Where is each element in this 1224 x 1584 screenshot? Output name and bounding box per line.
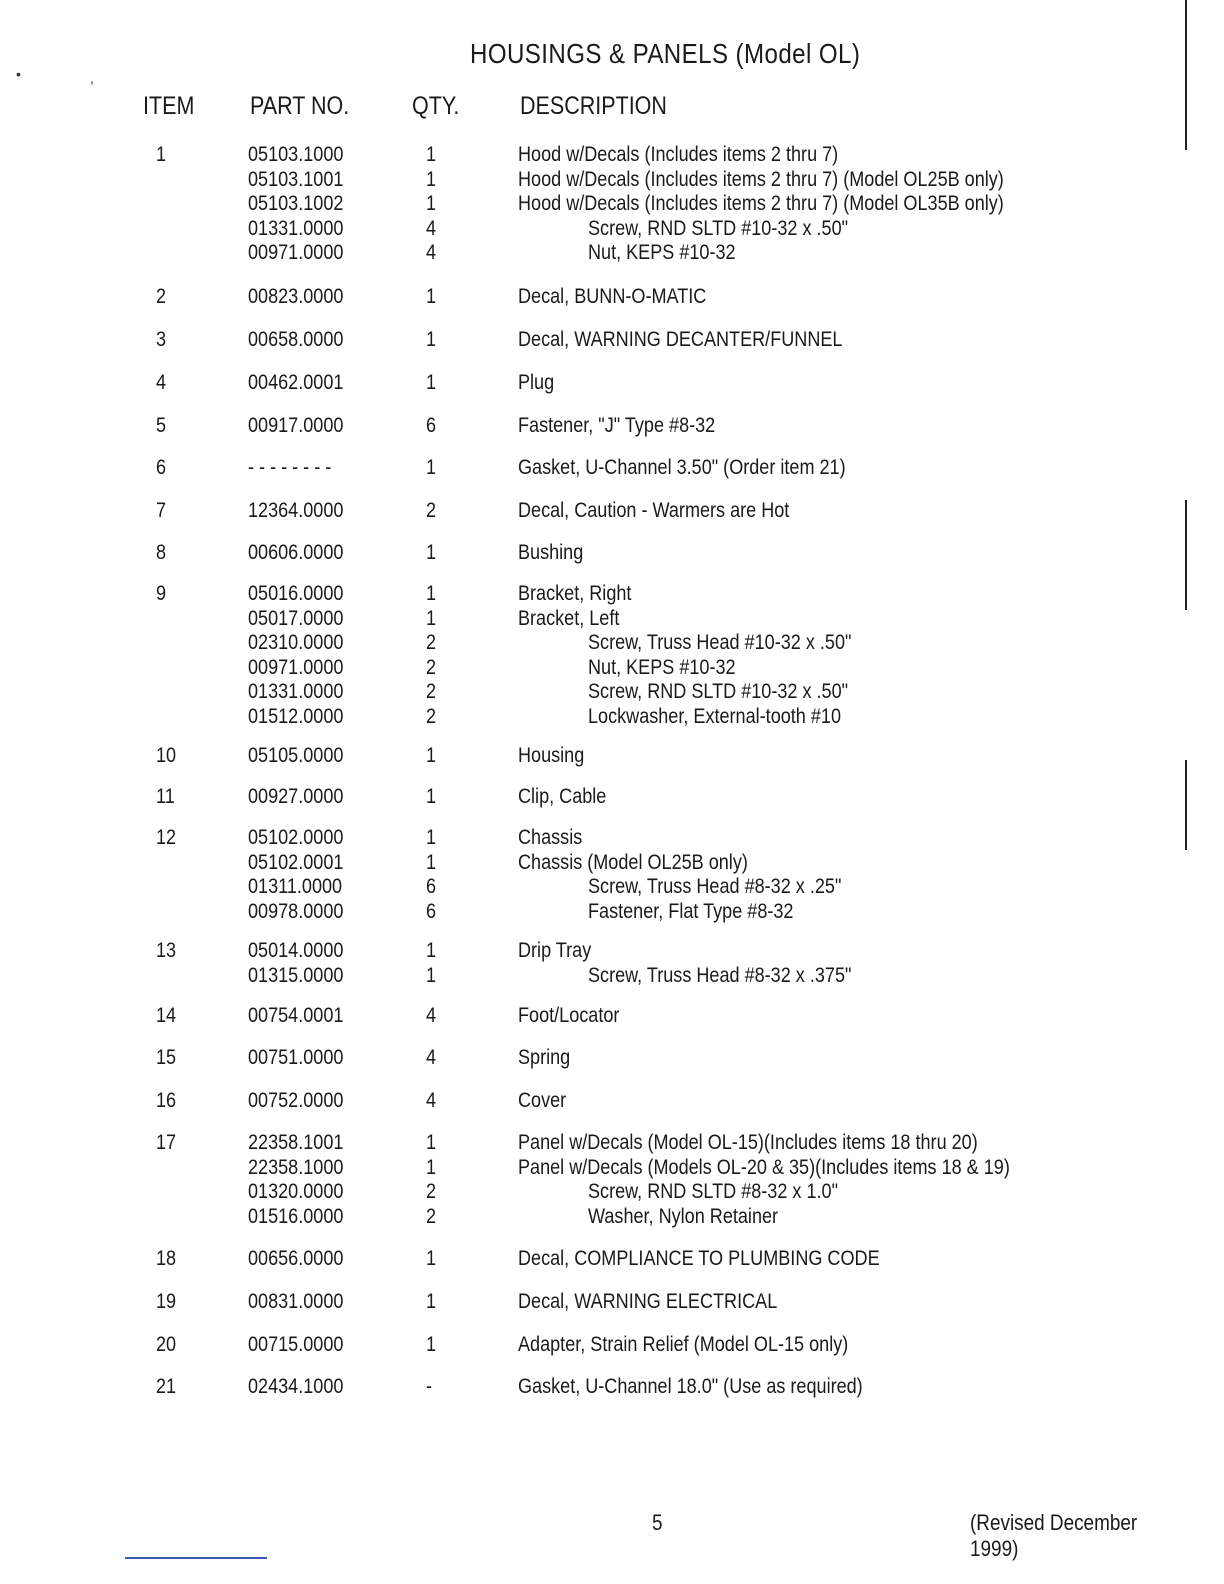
scan-speck: •: [16, 66, 21, 82]
table-line: [0, 939, 1224, 964]
item-number: 11: [156, 785, 175, 808]
item-number: 1: [156, 143, 167, 166]
part-number: 00462.0001: [248, 371, 344, 394]
description: Bracket, Right: [518, 582, 632, 605]
scan-edge-line: [125, 1557, 267, 1559]
table-line: [0, 900, 1224, 925]
quantity: 1: [426, 1247, 437, 1270]
page-title: HOUSINGS & PANELS (Model OL): [470, 38, 861, 69]
table-line: [0, 744, 1224, 769]
item-number: 8: [156, 541, 167, 564]
description: Fastener, "J" Type #8-32: [518, 414, 716, 437]
table-row: [0, 328, 1224, 353]
description: Lockwasher, External-tooth #10: [588, 704, 842, 728]
description: Gasket, U-Channel 3.50" (Order item 21): [518, 456, 846, 479]
part-number: 01516.0000: [248, 1204, 344, 1228]
quantity: 1: [426, 1131, 437, 1154]
part-number: 05103.1002: [248, 192, 344, 215]
table-line: [0, 192, 1224, 217]
table-line: [0, 217, 1224, 242]
description: Fastener, Flat Type #8-32: [588, 899, 794, 923]
description: Decal, Caution - Warmers are Hot: [518, 499, 790, 522]
part-number: 05103.1001: [248, 167, 344, 191]
quantity: 1: [426, 744, 437, 767]
quantity: 1: [426, 1290, 437, 1313]
table-line: [0, 499, 1224, 524]
table-row: [0, 1089, 1224, 1114]
part-number: 00927.0000: [248, 785, 344, 808]
scan-edge-line: [1185, 500, 1187, 610]
table-line: [0, 631, 1224, 656]
table-row: [0, 143, 1224, 266]
part-number: 12364.0000: [248, 499, 344, 522]
quantity: 1: [426, 328, 437, 351]
table-line: [0, 541, 1224, 566]
table-line: [0, 656, 1224, 681]
table-line: [0, 875, 1224, 900]
description: Decal, COMPLIANCE TO PLUMBING CODE: [518, 1247, 880, 1270]
item-number: 20: [156, 1333, 177, 1356]
part-number: 00715.0000: [248, 1333, 344, 1356]
table-row: [0, 1290, 1224, 1315]
part-number: 00971.0000: [248, 241, 344, 264]
description: Screw, RND SLTD #10-32 x .50": [588, 680, 849, 703]
part-number: - - - - - - - -: [248, 456, 332, 479]
item-number: 3: [156, 328, 167, 351]
quantity: 1: [426, 371, 437, 394]
description: Cover: [518, 1089, 567, 1112]
description: Panel w/Decals (Models OL-20 & 35)(Includes items 18 & 19): [518, 1155, 1010, 1179]
table-row: [0, 785, 1224, 810]
table-line: [0, 1004, 1224, 1029]
table-row: [0, 371, 1224, 396]
table-line: [0, 285, 1224, 310]
table-line: [0, 1247, 1224, 1272]
table-line: [0, 964, 1224, 989]
quantity: 4: [426, 216, 437, 240]
part-number: 02434.1000: [248, 1375, 344, 1398]
quantity: 1: [426, 939, 437, 962]
item-number: 21: [156, 1375, 177, 1398]
description: Screw, RND SLTD #10-32 x .50": [588, 216, 849, 240]
description: Housing: [518, 744, 585, 767]
part-number: 00606.0000: [248, 541, 344, 564]
description: Hood w/Decals (Includes items 2 thru 7) (Model OL35B only): [518, 192, 1004, 215]
description: Decal, WARNING DECANTER/FUNNEL: [518, 328, 843, 351]
description: Decal, BUNN-O-MATIC: [518, 285, 707, 308]
header-item: ITEM: [143, 92, 195, 120]
description: Chassis (Model OL25B only): [518, 850, 748, 874]
quantity: -: [426, 1375, 433, 1398]
item-number: 18: [156, 1247, 177, 1270]
description: Washer, Nylon Retainer: [588, 1204, 779, 1228]
table-row: [0, 1046, 1224, 1071]
item-number: 2: [156, 285, 167, 308]
part-number: 00752.0000: [248, 1089, 344, 1112]
part-number: 00823.0000: [248, 285, 344, 308]
quantity: 2: [426, 704, 437, 728]
header-part-no: PART NO.: [250, 92, 350, 120]
description: Chassis: [518, 826, 583, 849]
item-number: 4: [156, 371, 167, 394]
part-number: 02310.0000: [248, 631, 344, 654]
description: Screw, Truss Head #8-32 x .25": [588, 875, 842, 898]
part-number: 05102.0000: [248, 826, 344, 849]
quantity: 1: [426, 963, 437, 987]
scan-speck: ,: [90, 70, 94, 86]
item-number: 12: [156, 826, 177, 849]
description: Adapter, Strain Relief (Model OL-15 only): [518, 1333, 849, 1356]
part-number: 01331.0000: [248, 216, 344, 240]
item-number: 17: [156, 1131, 177, 1154]
description: Screw, Truss Head #8-32 x .375": [588, 963, 852, 987]
table-row: [0, 582, 1224, 729]
description: Panel w/Decals (Model OL-15)(Includes items 18 thru 20): [518, 1131, 978, 1154]
table-line: [0, 143, 1224, 168]
quantity: 2: [426, 631, 437, 654]
quantity: 1: [426, 285, 437, 308]
item-number: 7: [156, 499, 167, 522]
table-line: [0, 1205, 1224, 1230]
table-line: [0, 851, 1224, 876]
part-number: 05017.0000: [248, 606, 344, 630]
quantity: 4: [426, 241, 437, 264]
part-number: 05102.0001: [248, 850, 344, 874]
table-line: [0, 328, 1224, 353]
table-line: [0, 582, 1224, 607]
item-number: 14: [156, 1004, 177, 1027]
quantity: 6: [426, 899, 437, 923]
quantity: 2: [426, 1204, 437, 1228]
quantity: 1: [426, 785, 437, 808]
part-number: 00751.0000: [248, 1046, 344, 1069]
table-row: [0, 1333, 1224, 1358]
table-row: [0, 456, 1224, 481]
part-number: 01512.0000: [248, 704, 344, 728]
item-number: 13: [156, 939, 177, 962]
part-number: 00978.0000: [248, 899, 344, 923]
header-qty: QTY.: [412, 92, 460, 120]
quantity: 1: [426, 167, 437, 191]
table-line: [0, 607, 1224, 632]
description: Hood w/Decals (Includes items 2 thru 7) (Model OL25B only): [518, 167, 1004, 191]
table-row: [0, 414, 1224, 439]
item-number: 19: [156, 1290, 177, 1313]
table-row: [0, 541, 1224, 566]
part-number: 01315.0000: [248, 963, 344, 987]
part-number: 00658.0000: [248, 328, 344, 351]
quantity: 1: [426, 850, 437, 874]
part-number: 01331.0000: [248, 680, 344, 703]
scan-edge-line: [1185, 0, 1187, 150]
part-number: 00656.0000: [248, 1247, 344, 1270]
scan-edge-line: [1185, 760, 1187, 850]
table-line: [0, 1333, 1224, 1358]
table-line: [0, 1046, 1224, 1071]
table-line: [0, 168, 1224, 193]
table-row: [0, 1247, 1224, 1272]
table-line: [0, 785, 1224, 810]
item-number: 15: [156, 1046, 177, 1069]
table-line: [0, 705, 1224, 730]
table-row: [0, 826, 1224, 924]
table-row: [0, 1131, 1224, 1229]
description: Decal, WARNING ELECTRICAL: [518, 1290, 778, 1313]
page-number: 5: [652, 1510, 663, 1535]
part-number: 05103.1000: [248, 143, 344, 166]
quantity: 1: [426, 826, 437, 849]
table-line: [0, 414, 1224, 439]
table-row: [0, 744, 1224, 769]
quantity: 1: [426, 1155, 437, 1179]
table-line: [0, 1375, 1224, 1400]
quantity: 2: [426, 499, 437, 522]
item-number: 10: [156, 744, 177, 767]
part-number: 00917.0000: [248, 414, 344, 437]
description: Bushing: [518, 541, 584, 564]
part-number: 22358.1001: [248, 1131, 344, 1154]
item-number: 6: [156, 456, 167, 479]
part-number: 05105.0000: [248, 744, 344, 767]
quantity: 4: [426, 1004, 437, 1027]
quantity: 1: [426, 1333, 437, 1356]
table-line: [0, 1290, 1224, 1315]
revision-note: (Revised December 1999): [970, 1510, 1138, 1561]
table-row: [0, 1375, 1224, 1400]
description: Clip, Cable: [518, 785, 607, 808]
quantity: 2: [426, 655, 437, 679]
table-line: [0, 1131, 1224, 1156]
table-line: [0, 456, 1224, 481]
quantity: 1: [426, 456, 437, 479]
quantity: 6: [426, 414, 437, 437]
part-number: 00754.0001: [248, 1004, 344, 1027]
quantity: 1: [426, 192, 437, 215]
quantity: 1: [426, 582, 437, 605]
quantity: 4: [426, 1046, 437, 1069]
description: Spring: [518, 1046, 571, 1069]
part-number: 05014.0000: [248, 939, 344, 962]
table-row: [0, 939, 1224, 988]
description: Gasket, U-Channel 18.0" (Use as required): [518, 1375, 863, 1398]
table-line: [0, 680, 1224, 705]
table-line: [0, 826, 1224, 851]
quantity: 2: [426, 680, 437, 703]
table-line: [0, 1180, 1224, 1205]
table-row: [0, 285, 1224, 310]
part-number: 00971.0000: [248, 655, 344, 679]
quantity: 6: [426, 875, 437, 898]
table-line: [0, 371, 1224, 396]
quantity: 2: [426, 1180, 437, 1203]
description: Nut, KEPS #10-32: [588, 655, 736, 679]
description: Drip Tray: [518, 939, 592, 962]
description: Plug: [518, 371, 555, 394]
table-line: [0, 1156, 1224, 1181]
description: Screw, Truss Head #10-32 x .50": [588, 631, 852, 654]
table-row: [0, 499, 1224, 524]
table-row: [0, 1004, 1224, 1029]
part-number: 01311.0000: [248, 875, 343, 898]
quantity: 1: [426, 606, 437, 630]
description: Bracket, Left: [518, 606, 620, 630]
quantity: 1: [426, 143, 437, 166]
item-number: 9: [156, 582, 167, 605]
table-line: [0, 1089, 1224, 1114]
part-number: 01320.0000: [248, 1180, 344, 1203]
header-description: DESCRIPTION: [520, 92, 667, 120]
description: Foot/Locator: [518, 1004, 620, 1027]
part-number: 22358.1000: [248, 1155, 344, 1179]
item-number: 5: [156, 414, 167, 437]
description: Screw, RND SLTD #8-32 x 1.0": [588, 1180, 838, 1203]
table-line: [0, 241, 1224, 266]
description: Nut, KEPS #10-32: [588, 241, 736, 264]
quantity: 4: [426, 1089, 437, 1112]
part-number: 05016.0000: [248, 582, 344, 605]
quantity: 1: [426, 541, 437, 564]
description: Hood w/Decals (Includes items 2 thru 7): [518, 143, 839, 166]
item-number: 16: [156, 1089, 177, 1112]
part-number: 00831.0000: [248, 1290, 344, 1313]
